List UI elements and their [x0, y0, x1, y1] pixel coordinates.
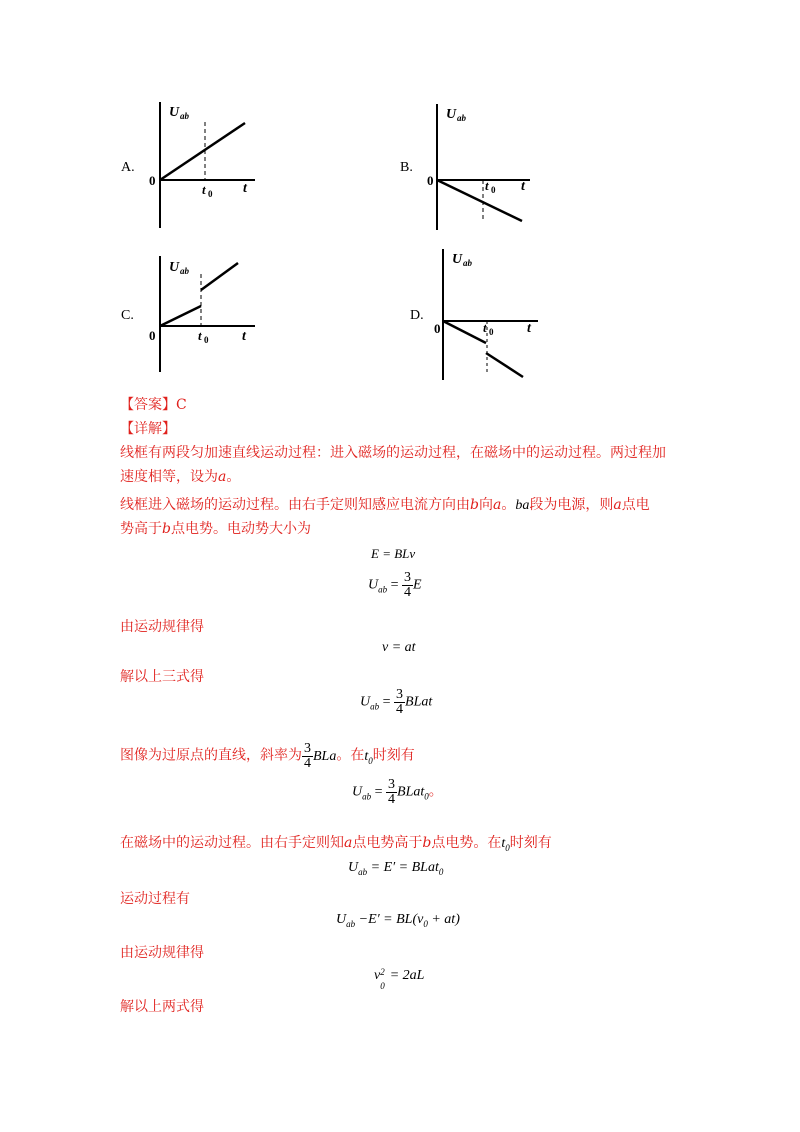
- equation-uab-blat: $U_{ab}$ = $\frac{3}{4}$ BLat: [360, 687, 433, 717]
- paragraph-4: 由运动规律得: [120, 619, 204, 635]
- option-b-label: B.: [400, 160, 413, 175]
- svg-text:0: 0: [489, 327, 494, 337]
- graph-d: [428, 245, 548, 385]
- origin-label: 0: [149, 328, 156, 343]
- uab-line: [437, 180, 522, 221]
- svg-text:ab: ab: [457, 113, 466, 123]
- paragraph-1-cont: 速度相等，设为a。: [120, 469, 241, 485]
- x-axis-label: t: [242, 329, 246, 344]
- svg-text:0: 0: [491, 185, 496, 195]
- equation-uab-t0: $U_{ab}$ = $\frac{3}{4}$ BLat$_0$。: [352, 777, 443, 807]
- y-axis-label: U: [169, 105, 180, 120]
- y-axis-label: U: [169, 260, 180, 275]
- paragraph-2: 线框进入磁场的运动过程。由右手定则知感应电流方向由b向a。ba段为电源，则a点电: [120, 497, 650, 513]
- t0-label: t: [485, 178, 489, 193]
- y-axis-label: U: [446, 107, 457, 122]
- graph-b: [422, 100, 542, 235]
- t0-label: t: [202, 182, 206, 197]
- equation-v-at: v = at: [382, 640, 416, 655]
- uab-line-2: [201, 263, 238, 290]
- t0-label: t: [483, 320, 487, 335]
- origin-label: 0: [434, 321, 441, 336]
- svg-text:0: 0: [208, 189, 213, 199]
- x-axis-label: t: [243, 181, 247, 196]
- uab-line-1: [160, 306, 201, 326]
- paragraph-1: 线框有两段匀加速直线运动过程：进入磁场的运动过程，在磁场中的运动过程。两过程加: [120, 445, 666, 461]
- svg-text:0: 0: [204, 335, 209, 345]
- uab-line-1: [443, 321, 486, 343]
- option-a-label: A.: [121, 160, 135, 175]
- paragraph-9: 由运动规律得: [120, 945, 204, 961]
- origin-label: 0: [149, 173, 156, 188]
- graph-c: [145, 250, 265, 375]
- y-axis-label: U: [452, 252, 463, 267]
- paragraph-6: 图像为过原点的直线，斜率为 $\frac{3}{4}$ BLa。在$t_0$时刻有: [120, 741, 415, 771]
- x-axis-label: t: [527, 321, 531, 336]
- detail-heading: 【详解】: [120, 421, 176, 437]
- equation-emf: E = BLv: [371, 546, 416, 561]
- paragraph-7: 在磁场中的运动过程。由右手定则知a点电势高于b点电势。在$t_0$时刻有: [120, 835, 552, 853]
- uab-line-2: [486, 353, 523, 377]
- paragraph-5: 解以上三式得: [120, 669, 204, 685]
- answer-line: 【答案】C: [120, 397, 187, 413]
- equation-v0-squared: v 2 0 = 2aL: [374, 967, 425, 991]
- svg-text:ab: ab: [180, 266, 189, 276]
- equation-motion: $U_{ab} -E' = BL(v_0 + at)$: [336, 912, 460, 929]
- graph-a: [145, 96, 265, 231]
- uab-line: [160, 123, 245, 180]
- origin-label: 0: [427, 173, 434, 188]
- option-c-label: C.: [121, 308, 134, 323]
- t0-label: t: [198, 328, 202, 343]
- paragraph-8: 运动过程有: [120, 891, 190, 907]
- equation-uab-eprime: $U_{ab} = E'$ = BLat$_0$: [348, 860, 444, 877]
- equation-uab-e: $U_{ab}$ = $\frac{3}{4}$ E: [368, 570, 422, 600]
- paragraph-3: 势高于b点电势。电动势大小为: [120, 521, 311, 537]
- svg-text:ab: ab: [180, 111, 189, 121]
- option-d-label: D.: [410, 308, 424, 323]
- paragraph-10: 解以上两式得: [120, 999, 204, 1015]
- x-axis-label: t: [521, 179, 525, 194]
- svg-text:ab: ab: [463, 258, 472, 268]
